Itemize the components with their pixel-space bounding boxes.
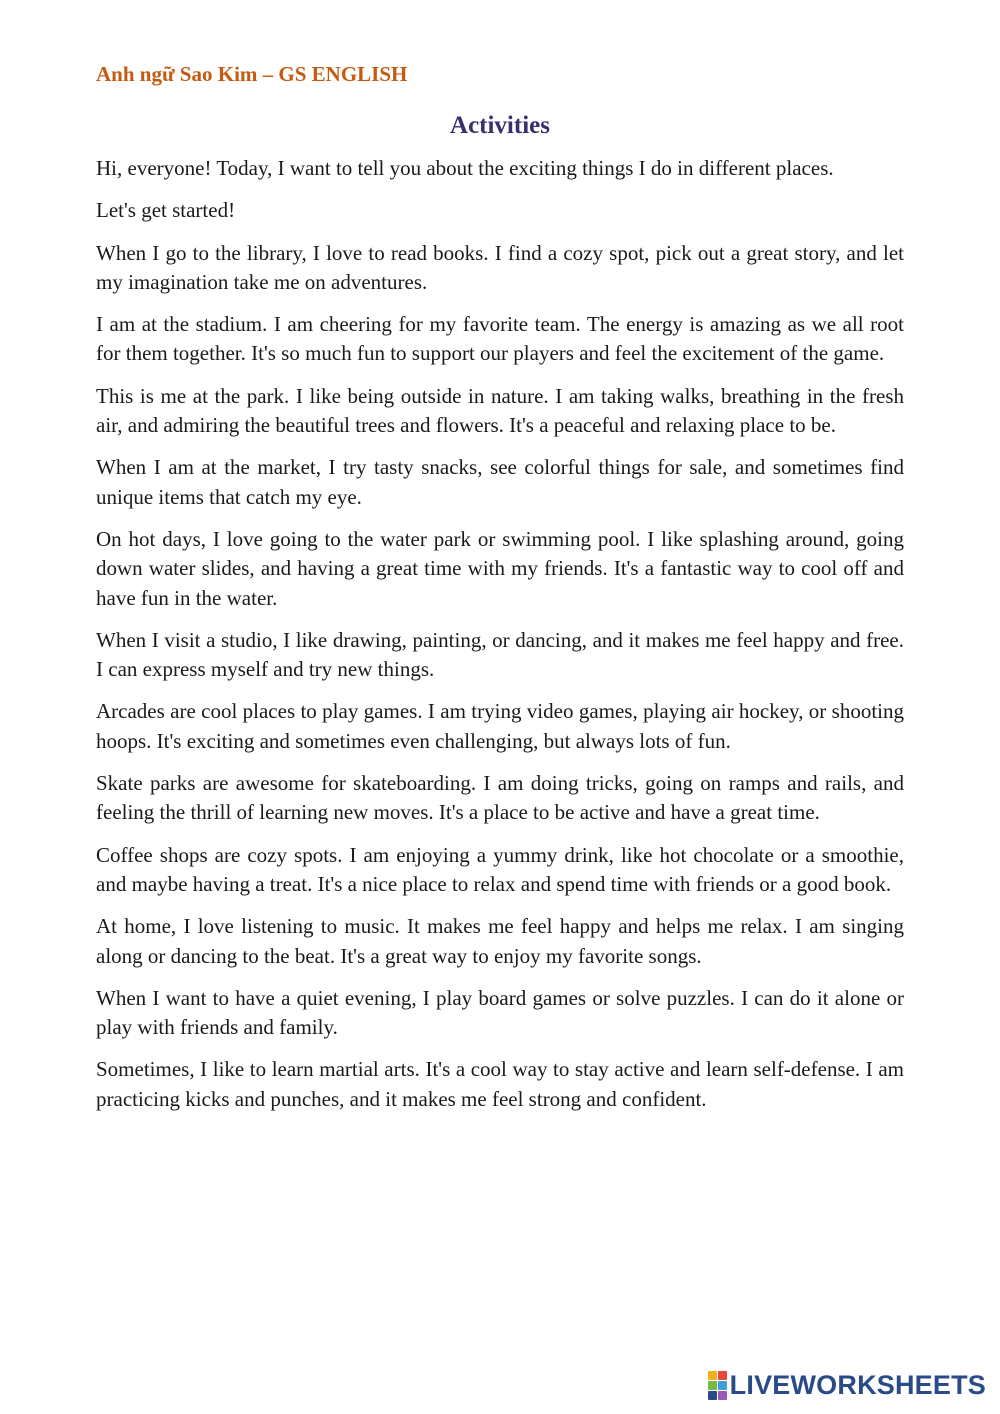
paragraph: At home, I love listening to music. It makes me feel happy and helps me relax. I am singing along or dancing to the beat. It's a great way to enjoy my favorite songs. [96,914,904,968]
page-title: Activities [450,112,550,139]
logo-square [718,1381,727,1390]
logo-square [708,1381,717,1390]
logo-square [718,1371,727,1380]
liveworksheets-brand [708,1370,986,1400]
paragraph: Sometimes, I like to learn martial arts. It's a cool way to stay active and learn self-defense. I am practicing kicks and punches, and it makes me feel strong and confident. [96,1057,904,1111]
paragraph: Hi, everyone! Today, I want to tell you about the exciting things I do in different places. [96,156,834,180]
paragraph: I am at the stadium. I am cheering for my favorite team. The energy is amazing as we all root for them together. It's so much fun to support our players and feel the excitement of the game. [96,312,904,366]
paragraph: When I am at the market, I try tasty snacks, see colorful things for sale, and sometimes find unique items that catch my eye. [96,455,904,509]
logo-square [708,1391,717,1400]
paragraph: When I go to the library, I love to read books. I find a cozy spot, pick out a great story, and let my imagination take me on adventures. [96,240,904,294]
paragraph: When I visit a studio, I like drawing, painting, or dancing, and it makes me feel happy and free. I can express myself and try new things. [96,627,904,682]
paragraph: Coffee shops are cozy spots. I am enjoying a yummy drink, like hot chocolate or a smoothie, and maybe having a treat. It's a nice place to relax and spend time with friends or a good book. [96,842,904,896]
organization-header: Anh ngữ Sao Kim – GS ENGLISH [96,62,408,86]
paragraph: On hot days, I love going to the water park or swimming pool. I like splashing around, going down water slides, and having a great time with my friends. It's a fantastic way to cool off and have fun in the water. [96,526,904,610]
logo-square [708,1371,717,1380]
liveworksheets-logo-icon [708,1371,727,1400]
paragraph: When I want to have a quiet evening, I play board games or solve puzzles. I can do it alone or play with friends and family. [96,985,904,1040]
worksheet-page [96,60,904,1127]
paragraph: Arcades are cool places to play games. I am trying video games, playing air hockey, or shooting hoops. It's exciting and sometimes even challenging, but always lots of fun. [96,699,904,753]
paragraph: Let's get started! [96,198,236,223]
liveworksheets-wordmark: LIVEWORKSHEETS [729,1369,986,1400]
paragraph: Skate parks are awesome for skateboarding. I am doing tricks, going on ramps and rails, and feeling the thrill of learning new moves. It's a place to be active and have a great time. [96,771,904,825]
logo-square [718,1391,727,1400]
paragraph: This is me at the park. I like being outside in nature. I am taking walks, breathing in the fresh air, and admiring the beautiful trees and flowers. It's a peaceful and relaxing place to be. [96,383,904,438]
